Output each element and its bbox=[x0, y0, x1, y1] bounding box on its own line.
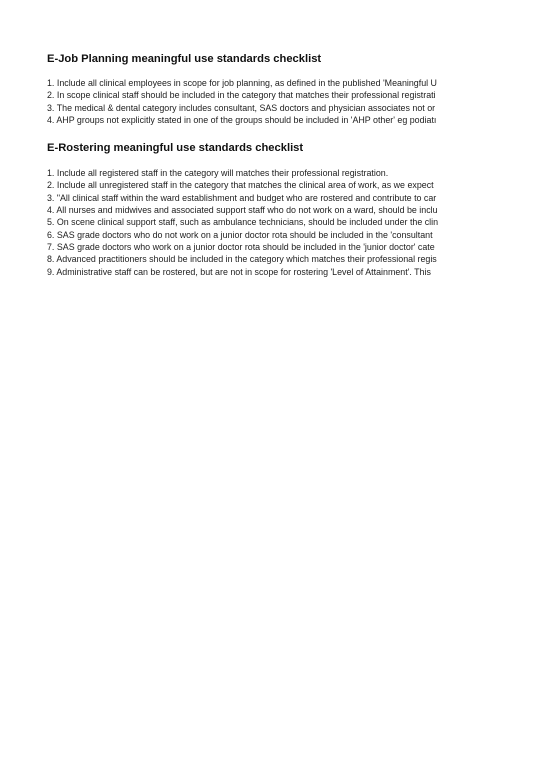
checklist-item: 3. "All clinical staff within the ward establishment and budget who are rostered and contribute to car bbox=[47, 192, 437, 203]
job-planning-section bbox=[47, 52, 508, 126]
checklist-item: 4. AHP groups not explicitly stated in one of the groups should be included in 'AHP other' eg podiatı bbox=[47, 114, 437, 125]
checklist-item: 2. In scope clinical staff should be included in the category that matches their professional registrati bbox=[47, 90, 436, 101]
section-heading: E-Job Planning meaningful use standards checklist bbox=[47, 53, 322, 65]
rostering-section bbox=[47, 141, 508, 278]
checklist bbox=[47, 77, 508, 126]
checklist-item: 4. All nurses and midwives and associated support staff who do not work on a ward, should be inclu bbox=[47, 205, 438, 216]
checklist-item: 6. SAS grade doctors who do not work on a junior doctor rota should be included in the 'consultant bbox=[47, 229, 433, 240]
checklist-item: 1. Include all clinical employees in scope for job planning, as defined in the published 'Meaningful U bbox=[47, 78, 437, 88]
checklist-item: 7. SAS grade doctors who work on a junior doctor rota should be included in the 'junior doctor' cate bbox=[47, 241, 435, 252]
checklist-item: 2. Include all unregistered staff in the category that matches the clinical area of work, as we expect bbox=[47, 180, 434, 191]
checklist-item: 9. Administrative staff can be rostered, but are not in scope for rostering 'Level of Attainment'. This bbox=[47, 266, 431, 277]
checklist-item: 8. Advanced practitioners should be included in the category which matches their professional regis bbox=[47, 254, 437, 265]
checklist-item: 3. The medical & dental category includes consultant, SAS doctors and physician associates not or bbox=[47, 102, 436, 113]
document-content bbox=[47, 52, 508, 278]
checklist-item: 1. Include all registered staff in the category will matches their professional registration. bbox=[47, 168, 389, 179]
checklist-item: 5. On scene clinical support staff, such as ambulance technicians, should be included under the clin bbox=[47, 217, 439, 228]
checklist bbox=[47, 167, 508, 278]
section-heading: E-Rostering meaningful use standards checklist bbox=[47, 142, 304, 155]
